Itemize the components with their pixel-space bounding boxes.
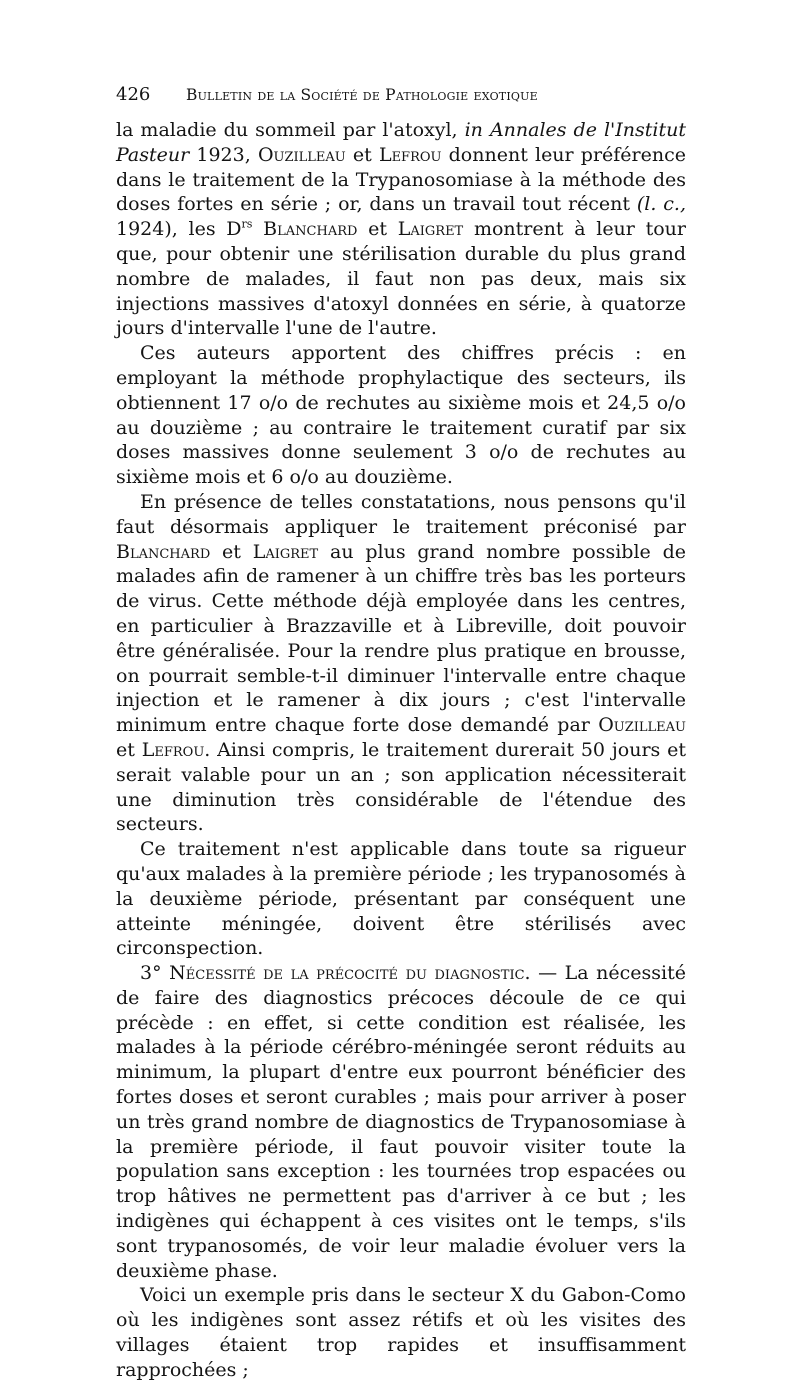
text-run: montrent à leur tour que, pour obtenir une stérilisation durable du plus grand nombre de malades, il faut non pas deux, mais six injections massives d'atoxyl données en série, à quatorze jours d'intervalle l'une de l'autre. [116,218,686,340]
author-name: Lefrou [141,738,205,761]
journal-page [116,84,686,1383]
superscript: rs [241,217,253,231]
text-run: et [357,218,398,241]
text-run: et [345,143,379,166]
journal-citation: in Annales de l'Institut Pasteur [116,119,686,166]
text-run: En présence de telles constatations, nous pensons qu'il faut désormais appliquer le traitement préconisé par [116,490,686,538]
text-run: . Ainsi compris, le traitement durerait 50 jours et serait valable pour un an ; son application nécessiterait une diminution très considérable de l'étendue des secteurs. [116,738,687,836]
citation-reference: (l. c., [636,193,686,216]
text-run: au plus grand nombre possible de malades afin de ramener à un chiffre très bas les porteurs de virus. Cette méthode déjà employée dans les centres, en particulier à Brazzaville et à Libreville, doit pouvoir être généralisée. Pour la rendre plus pratique en brousse, on pourrait semble-t-il diminuer l'intervalle entre chaque injection et le ramener à dix jours ; c'est l'intervalle minimum entre chaque forte dose demandé par [116,540,686,737]
author-name: Blanchard [263,218,358,241]
page-number: 426 [116,84,151,105]
text-run: 1923, [189,143,258,166]
author-name: Laigret [252,540,319,563]
paragraph-2 [116,341,686,490]
author-name: Ouzilleau [257,143,346,166]
author-name: Laigret [397,218,464,241]
text-run: donnent leur préférence dans le traitement de la Trypanosomiase à la méthode des doses fortes en série ; or, dans un travail tout récent [116,143,686,216]
text-run [252,218,263,240]
paragraph-4 [116,837,686,961]
text-run: la maladie du sommeil par l'atoxyl, [116,119,465,141]
author-name: Ouzilleau [598,714,686,737]
paragraph-3 [116,490,686,837]
section-heading: Nécessité de la précocité du diagnostic. [169,962,531,985]
paragraph-1 [116,118,686,341]
text-run: et [210,540,253,563]
text-run: Ce traitement n'est applicable dans toute sa rigueur qu'aux malades à la première période ; les trypanosomés à la deuxième période, présentant par conséquent une atteinte méningée, doivent être stérilisés avec circonspection. [116,838,686,960]
text-run: — La nécessité de faire des diagnostics précoces découle de ce qui précède : en effet, si cette condition est réalisée, les malades à la période cérébro-méningée seront réduits au minimum, la plupart d'entre eux pourront bénéficier des fortes doses et seront curables ; mais pour arriver à poser un très grand nombre de diagnostics de Trypanosomiase à la première période, il faut pouvoir visiter toute la population sans exception : les tournées trop espacées ou trop hâtives ne permettent pas d'arriver à ce but ; les indigènes qui échappent à ces visites ont le temps, s'ils sont trypanosomés, de voir leur maladie évoluer vers la deuxième phase. [116,962,686,1282]
text-run: Voici un exemple pris dans le secteur X du Gabon-Como où les indigènes sont assez rétifs et où les visites des villages étaient trop rapides et insuffisamment rapprochées ; [116,1284,686,1381]
text-run: et [116,738,142,761]
paragraph-6 [116,1283,686,1382]
section-number: 3° [140,962,170,985]
running-header [116,84,686,108]
paragraph-5 [116,961,686,1283]
text-run: Ces auteurs apportent des chiffres précis : en employant la méthode prophylactique des secteurs, ils obtiennent 17 o/o de rechutes au sixième mois et 24,5 o/o au douzième ; au contraire le traitement curatif par six doses massives donne seulement 3 o/o de rechutes au sixième mois et 6 o/o au douzième. [116,342,686,489]
author-name: Blanchard [116,540,211,563]
journal-title: Bulletin de la Société de Pathologie exotique [186,86,538,104]
author-name: Lefrou [378,143,442,166]
text-run: 1924), les D [116,218,242,241]
